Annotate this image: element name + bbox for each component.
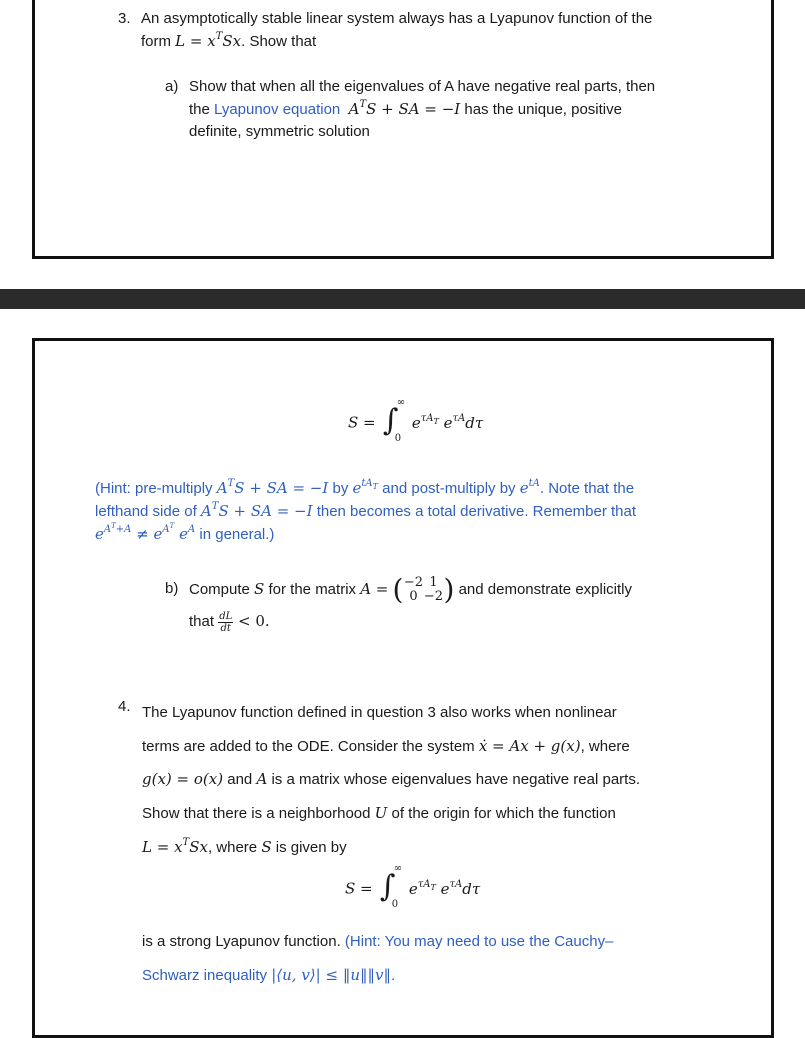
q3-intro-show-that: . Show that [241, 33, 317, 50]
q3b-matrix: (−2 1 0 −2) [392, 573, 455, 607]
q3-intro-line1: An asymptotically stable linear system always has a Lyapunov function of the [141, 10, 653, 27]
q3-integral-formula: S = ∫ ∞ 0 $e^{\tau AT}$ $e^{\tau A}d\tau$ [348, 397, 484, 444]
q3b-that: that $\frac{dL}{dt}$ < 0. [189, 610, 270, 634]
q3-number: 3. [118, 10, 131, 27]
q3-hint: (Hint: pre-multiply $A^TS$ + SA = −I by $e^{tAT}$ and post-multiply by $e^{tA}$. Note that the lefthand side of $A^TS$ + SA = −I then becomes a total derivative. Remember that $e^{A^T+A} \ne e^{A^T}$ $e^A$ in general.) [95, 478, 637, 543]
q3a-text: Show that when all the eigenvalues of A have negative real parts, then the Lyapunov equation $A^TS$ + SA = −I has the unique, positive definite, symmetric solution [189, 78, 656, 140]
q3a-label: a) [165, 78, 179, 95]
page-separator [0, 289, 805, 309]
q3-intro-formula: $L = x^TSx$ [175, 31, 242, 50]
q4-number: 4. [118, 698, 131, 715]
q3b-label: b) [165, 580, 179, 597]
q3-intro-form-label: form [141, 33, 176, 50]
q3-intro [141, 8, 721, 53]
q3b-text: Compute S for the matrix A = (−2 1 0 −2) and demonstrate explicitly [189, 573, 632, 607]
q4-integral-formula: S = ∫ ∞ 0 $e^{\tau AT}$ $e^{\tau A}d\tau$ [345, 863, 481, 910]
q3a-lyapunov-equation: $A^TS$ + SA = −I [348, 99, 461, 118]
q4-text: The Lyapunov function defined in question 3 also works when nonlinear terms are added to the ODE. Consider the system ẋ = Ax + g(x), where g(x) = o(x) and A is a matrix whose eigenvalues have negative real parts. Show that there is a neighborhood U of the origin for which the function $L = x^TSx$, where S is given by [142, 704, 640, 856]
lyapunov-equation-link[interactable]: Lyapunov equation [214, 101, 341, 118]
dl-dt-fraction: $\frac{dL}{dt}$ [219, 610, 233, 634]
q4-conclusion: is a strong Lyapunov function. (Hint: You may need to use the Cauchy– Schwarz inequality |⟨u, v⟩| ≤ ‖u‖‖v‖. [142, 933, 614, 984]
